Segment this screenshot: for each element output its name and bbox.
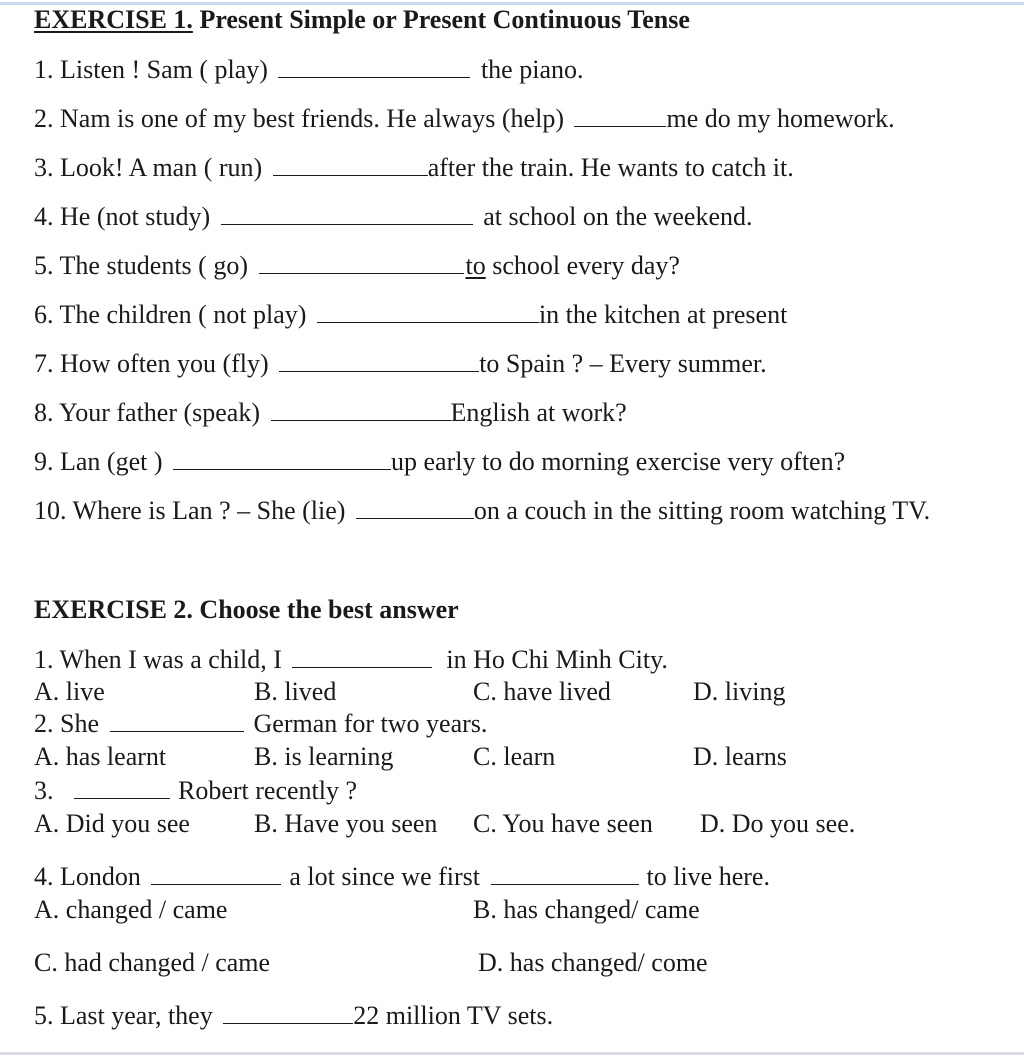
ex1-item-6-blank[interactable] bbox=[317, 300, 539, 323]
ex2-q2 bbox=[34, 709, 487, 739]
ex2-q3-blank[interactable] bbox=[74, 776, 170, 799]
ex1-item-7-blank[interactable] bbox=[279, 349, 479, 372]
ex1-item-5-underlined-word: to bbox=[465, 251, 486, 280]
ex1-item-4-blank[interactable] bbox=[221, 202, 473, 225]
ex1-item-4-rest: at school on the weekend. bbox=[483, 202, 753, 231]
ex1-item-5-prompt: 5. The students ( go) bbox=[34, 251, 248, 280]
ex2-q4-option-c[interactable]: C. had changed / came bbox=[34, 948, 271, 977]
ex1-item-10-prompt: 10. Where is Lan ? – She (lie) bbox=[34, 496, 346, 525]
ex1-item-10-rest: on a couch in the sitting room watching TV. bbox=[473, 496, 931, 525]
ex2-q4-middle: a lot since we first bbox=[289, 862, 480, 891]
ex1-item-8 bbox=[34, 398, 627, 428]
ex2-q4-option-b[interactable]: B. has changed/ came bbox=[473, 895, 700, 924]
ex2-q1-blank[interactable] bbox=[292, 645, 432, 668]
ex2-q4 bbox=[34, 862, 770, 892]
ex2-q1-option-b[interactable]: B. lived bbox=[254, 677, 337, 706]
ex2-q1-option-d[interactable]: D. living bbox=[693, 677, 786, 706]
exercise1-title-prefix: EXERCISE 1. bbox=[34, 5, 193, 34]
ex2-q1-rest: in Ho Chi Minh City. bbox=[446, 645, 668, 674]
ex1-item-7-prompt: 7. How often you (fly) bbox=[34, 349, 269, 378]
ex2-q4-option-d[interactable]: D. has changed/ come bbox=[478, 948, 708, 977]
ex2-q2-prompt: 2. She bbox=[34, 709, 99, 738]
ex1-item-6-rest: in the kitchen at present bbox=[538, 300, 788, 329]
ex2-q3-option-c[interactable]: C. You have seen bbox=[473, 809, 653, 838]
ex2-q4-blank-2[interactable] bbox=[491, 862, 639, 885]
bottom-border bbox=[0, 1052, 1024, 1055]
ex2-q3-option-d[interactable]: D. Do you see. bbox=[700, 809, 856, 838]
ex1-item-4 bbox=[34, 202, 753, 232]
ex1-item-6 bbox=[34, 300, 787, 330]
ex2-q2-option-c[interactable]: C. learn bbox=[473, 742, 556, 771]
ex1-item-5-rest: school every day? bbox=[485, 251, 680, 280]
ex1-item-1-blank[interactable] bbox=[278, 55, 470, 78]
ex1-item-2-prompt: 2. Nam is one of my best friends. He always (help) bbox=[34, 104, 564, 133]
ex1-item-5-blank[interactable] bbox=[259, 251, 464, 274]
ex2-q5-prompt: 5. Last year, they bbox=[34, 1001, 213, 1030]
ex2-q1-option-a[interactable]: A. live bbox=[34, 677, 105, 706]
ex1-item-8-prompt: 8. Your father (speak) bbox=[34, 398, 261, 427]
ex2-q1-option-c[interactable]: C. have lived bbox=[473, 677, 611, 706]
ex2-q3-option-b[interactable]: B. Have you seen bbox=[254, 809, 438, 838]
ex2-q4-option-a[interactable]: A. changed / came bbox=[34, 895, 228, 924]
ex2-q5-blank[interactable] bbox=[223, 1001, 353, 1024]
ex1-item-8-blank[interactable] bbox=[271, 398, 451, 421]
ex1-item-8-rest: English at work? bbox=[450, 398, 627, 427]
ex2-q2-blank[interactable] bbox=[110, 709, 244, 732]
ex1-item-2-blank[interactable] bbox=[574, 104, 666, 127]
ex2-q4-rest: to live here. bbox=[646, 862, 770, 891]
ex1-item-6-prompt: 6. The children ( not play) bbox=[34, 300, 307, 329]
ex1-item-3-blank[interactable] bbox=[273, 153, 428, 176]
ex2-q2-option-d[interactable]: D. learns bbox=[693, 742, 787, 771]
ex2-q2-option-a[interactable]: A. has learnt bbox=[34, 742, 167, 771]
ex1-item-9-blank[interactable] bbox=[173, 447, 391, 470]
ex2-q1-prompt: 1. When I was a child, I bbox=[34, 645, 282, 674]
ex2-q4-prompt: 4. London bbox=[34, 862, 141, 891]
ex1-item-10-blank[interactable] bbox=[356, 496, 474, 519]
exercise2-title: EXERCISE 2. Choose the best answer bbox=[34, 595, 459, 624]
ex2-q5-rest: 22 million TV sets. bbox=[353, 1001, 554, 1030]
ex1-item-5 bbox=[34, 251, 680, 281]
ex1-item-3-prompt: 3. Look! A man ( run) bbox=[34, 153, 263, 182]
ex2-q1 bbox=[34, 645, 668, 675]
ex1-item-1 bbox=[34, 55, 583, 85]
ex1-item-1-rest: the piano. bbox=[480, 55, 584, 84]
ex2-q2-rest: German for two years. bbox=[253, 709, 488, 738]
exercise1-title bbox=[34, 5, 690, 35]
ex2-q2-option-b[interactable]: B. is learning bbox=[254, 742, 394, 771]
ex2-q3 bbox=[34, 776, 357, 806]
ex1-item-3-rest: after the train. He wants to catch it. bbox=[427, 153, 794, 182]
ex1-item-9-rest: up early to do morning exercise very often? bbox=[391, 447, 846, 476]
ex1-item-10 bbox=[34, 496, 930, 526]
ex2-q3-rest: Robert recently ? bbox=[178, 776, 358, 805]
ex2-q3-prompt: 3. bbox=[34, 776, 54, 805]
ex1-item-7-rest: to Spain ? – Every summer. bbox=[479, 349, 767, 378]
ex1-item-7 bbox=[34, 349, 767, 379]
ex1-item-9 bbox=[34, 447, 845, 477]
ex1-item-2 bbox=[34, 104, 895, 134]
ex2-q3-option-a[interactable]: A. Did you see bbox=[34, 809, 190, 838]
ex1-item-2-rest: me do my homework. bbox=[666, 104, 895, 133]
exercise1-title-rest: Present Simple or Present Continuous Tense bbox=[192, 5, 690, 34]
ex1-item-4-prompt: 4. He (not study) bbox=[34, 202, 211, 231]
ex1-item-3 bbox=[34, 153, 794, 183]
ex1-item-1-prompt: 1. Listen ! Sam ( play) bbox=[34, 55, 268, 84]
ex2-q5 bbox=[34, 1001, 553, 1031]
ex1-item-9-prompt: 9. Lan (get ) bbox=[34, 447, 163, 476]
ex2-q4-blank-1[interactable] bbox=[151, 862, 281, 885]
